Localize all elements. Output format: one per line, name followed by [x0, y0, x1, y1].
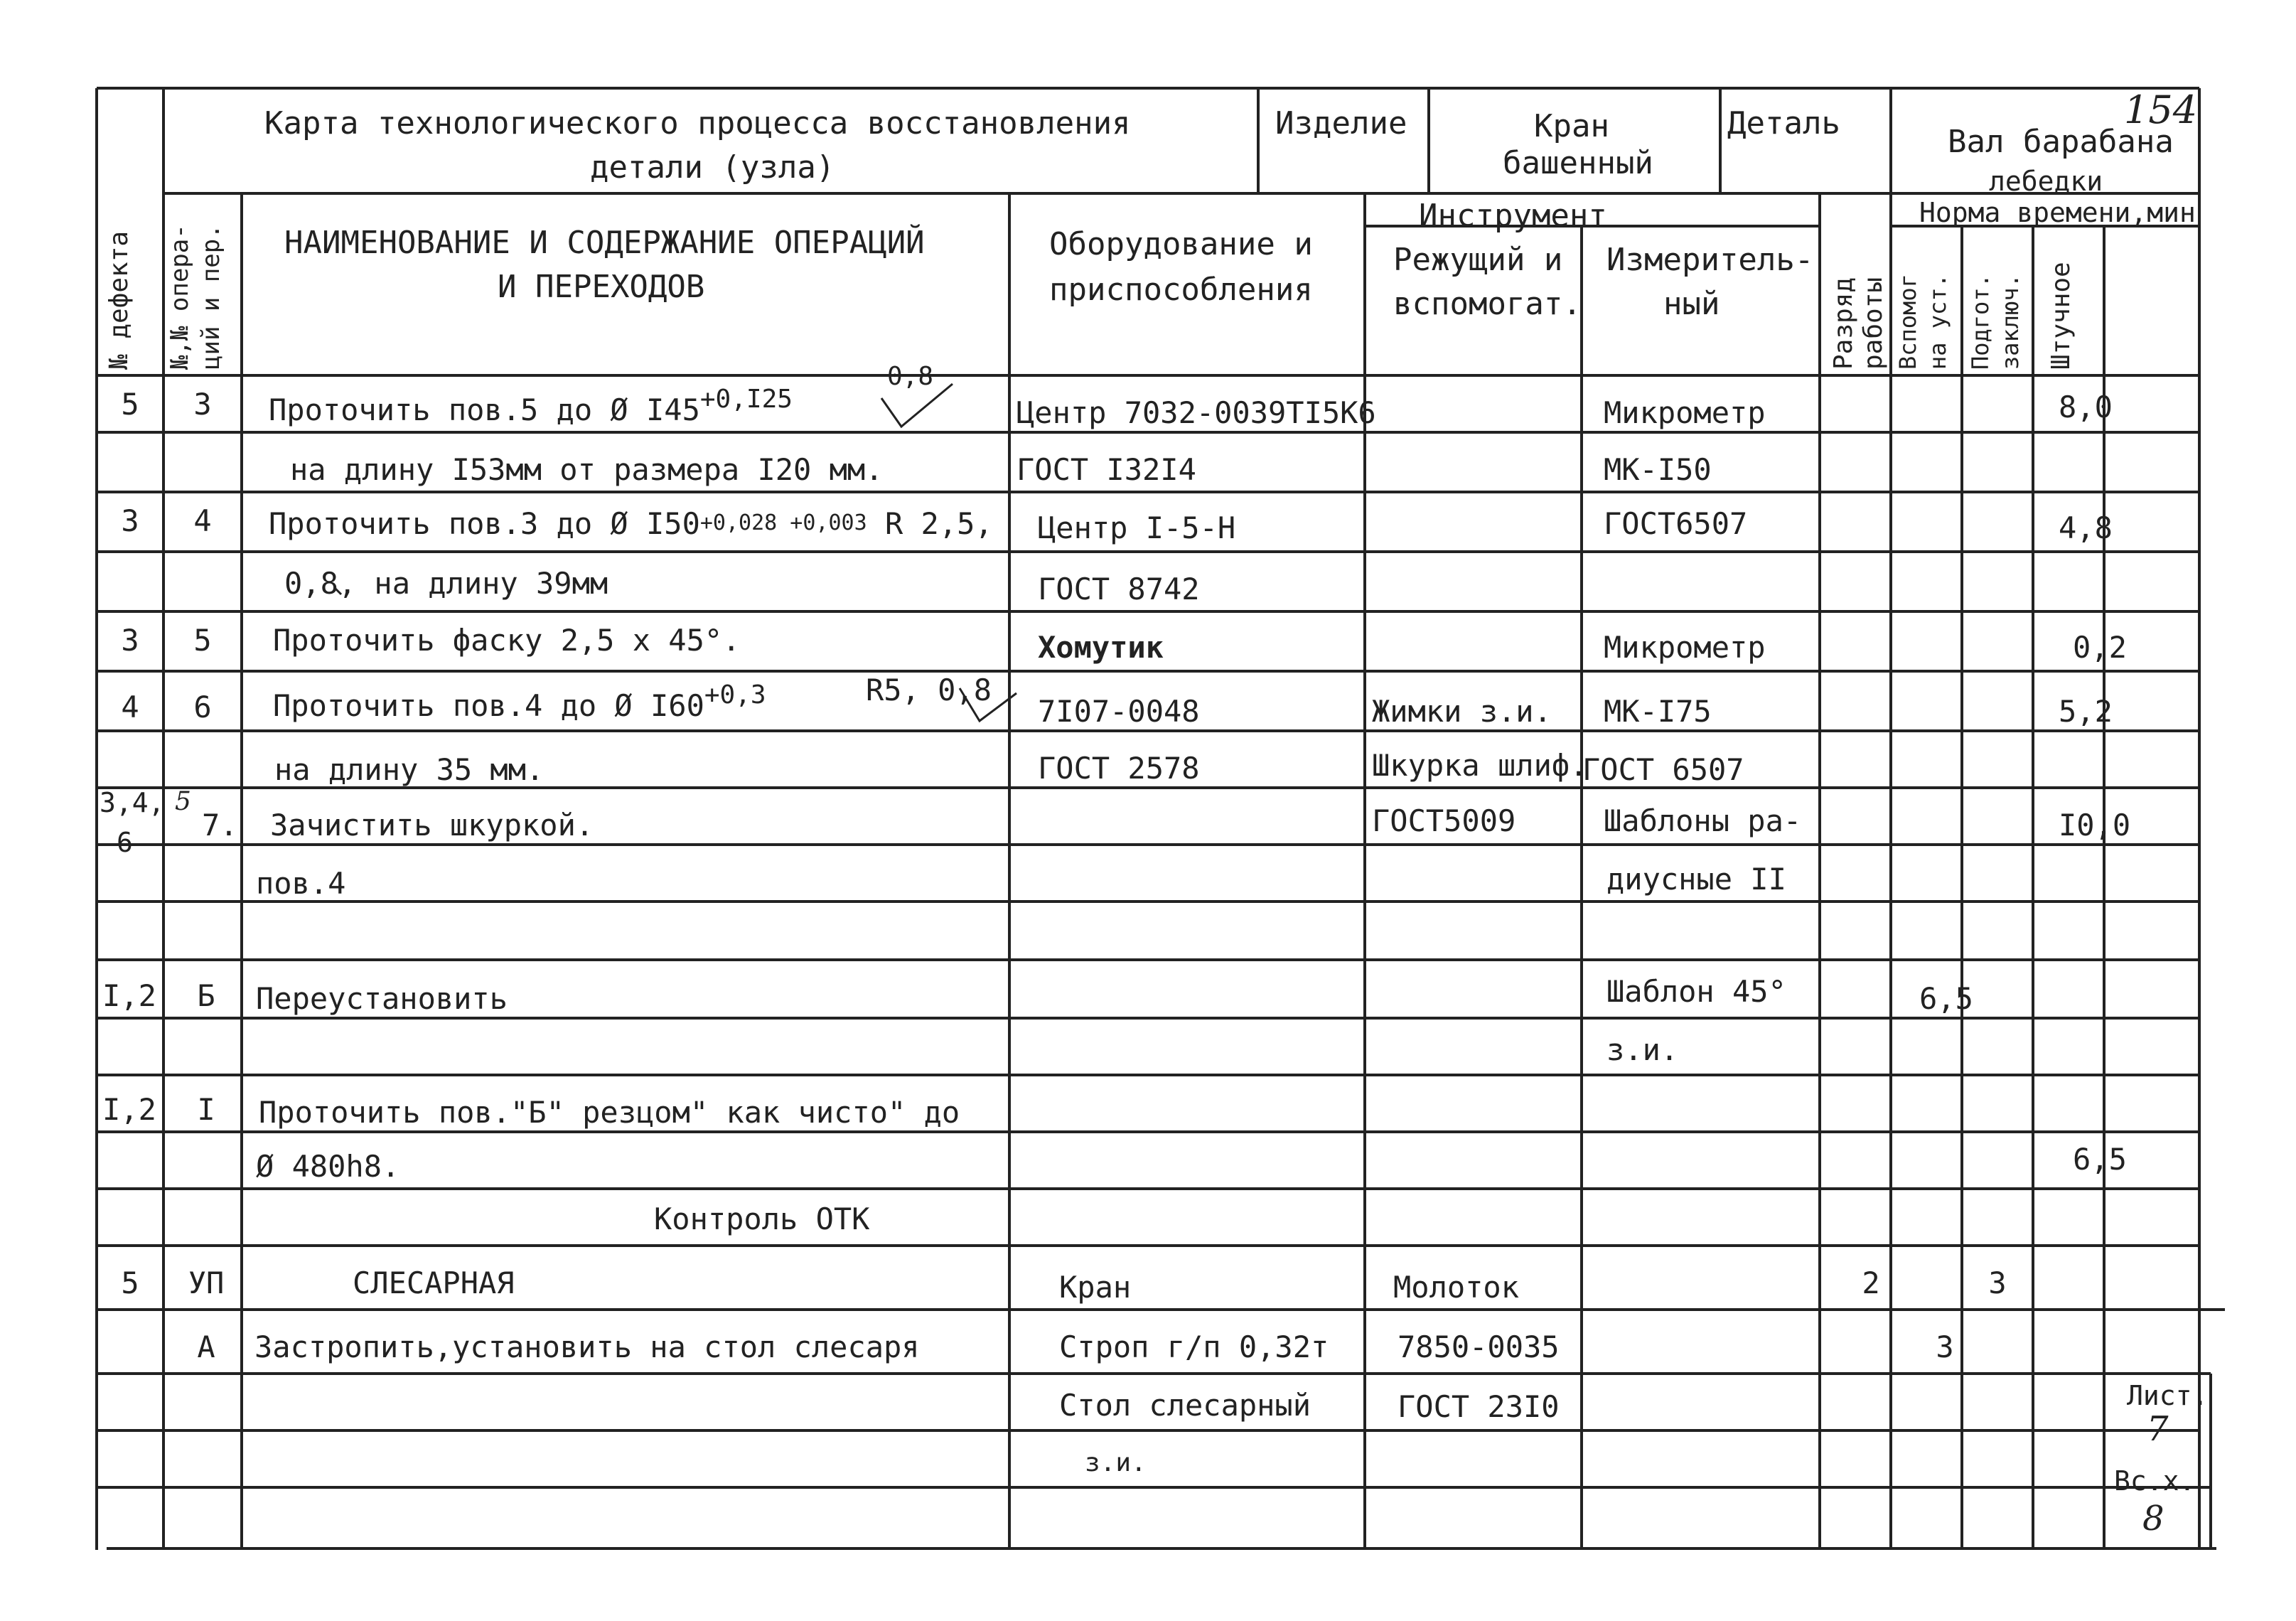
row16-text: СЛЕСАРНАЯ [353, 1266, 515, 1300]
row2-measuring: МК-I50 [1604, 452, 1712, 487]
row1-defect: 5 [121, 387, 139, 422]
operations-header-line1: НАИМЕНОВАНИЕ И СОДЕРЖАНИЕ ОПЕРАЦИЙ [284, 225, 925, 261]
row16-prep-time: 3 [1988, 1266, 2007, 1300]
row16-equipment: Кран [1059, 1270, 1132, 1305]
row14-piece-time: 6,5 [2073, 1142, 2127, 1177]
row3-defect: 3 [121, 503, 139, 538]
row8-operation-corrected: 5 [175, 787, 191, 816]
work-grade-header-line1: Разряд [1829, 277, 1858, 370]
card-title-line1: Карта технологического процесса восстановления [264, 105, 1131, 141]
work-grade-header-line2: работы [1859, 277, 1888, 370]
part-name-line2: лебедки [1989, 166, 2103, 197]
row5-equipment: Хомутик [1038, 630, 1164, 665]
row3-text [269, 506, 993, 541]
row1-roughness: 0,8 [887, 362, 934, 391]
sheet-label: Лист. [2127, 1380, 2209, 1411]
row6-operation: 6 [193, 690, 212, 724]
row4-equipment: ГОСТ 8742 [1038, 572, 1200, 606]
row7-cutting-tool: Шкурка шлиф. [1372, 748, 1588, 783]
row8-operation: 7. [202, 808, 238, 842]
row6-text-main: Проточить пов.4 до Ø I60 [273, 688, 704, 723]
part-label: Деталь [1727, 105, 1840, 141]
row16-defect: 5 [121, 1266, 139, 1300]
row8-defect-line2: 6 [117, 827, 133, 858]
row18-cutting-tool: ГОСТ 23I0 [1398, 1389, 1560, 1424]
row3-tolerance: +0,028 +0,003 [699, 510, 867, 535]
row3-operation: 4 [193, 503, 212, 538]
row8-text: Зачистить шкуркой. [270, 808, 594, 842]
row1-measuring: Микрометр [1604, 395, 1766, 430]
measuring-tool-header-line1: Измеритель- [1606, 242, 1814, 278]
row4-text: 0,8, на длину 39мм [284, 566, 608, 601]
row6-measuring: МК-I75 [1604, 694, 1712, 729]
row1-piece-time: 8,0 [2059, 390, 2113, 424]
row5-defect: 3 [121, 623, 139, 658]
operation-number-header-line2: ций и пер. [197, 224, 225, 370]
row3-piece-time: 4,8 [2059, 510, 2113, 545]
row8-measuring: Шаблоны ра- [1604, 803, 1802, 838]
row6-defect: 4 [121, 690, 139, 724]
row6-radius-roughness: R5, 0,8 [866, 673, 992, 707]
row17-cutting-tool: 7850-0035 [1398, 1330, 1560, 1364]
row7-text: на длину 35 мм. [274, 752, 545, 787]
total-sheets-label: Вс.х. [2114, 1465, 2196, 1497]
row6-cutting-tool: Жимки з.и. [1372, 694, 1552, 729]
row11-defect: I,2 [102, 978, 156, 1013]
row6-equipment: 7I07-0048 [1038, 694, 1200, 729]
row1-text [269, 385, 793, 427]
prep-time-header-line2: заключ. [1997, 274, 2024, 370]
row5-measuring: Микрометр [1604, 630, 1766, 665]
total-sheets-number: 8 [2142, 1499, 2164, 1539]
product-name-line1: Кран [1534, 108, 1609, 144]
product-label: Изделие [1275, 105, 1407, 141]
row13-operation: I [197, 1092, 215, 1127]
row13-text: Проточить пов."Б" резцом" как чисто" до [259, 1095, 960, 1130]
row19-equipment: з.и. [1085, 1448, 1147, 1477]
row11-aux-time: 6,5 [1919, 981, 1973, 1016]
row17-operation: А [197, 1330, 215, 1364]
row3-equipment: Центр I-5-Н [1038, 510, 1236, 545]
row11-measuring: Шаблон 45° [1606, 974, 1786, 1009]
row2-text: на длину I53мм от размера I20 мм. [290, 452, 884, 487]
row1-tolerance: +0,I25 [699, 385, 793, 414]
row11-operation: Б [197, 978, 215, 1013]
row14-text: Ø 480h8. [256, 1149, 400, 1184]
time-norm-header: Норма времени,мин [1919, 197, 2196, 228]
row1-equipment: Центр 7032-0039ТI5К6 [1016, 395, 1376, 430]
cutting-tool-header-line2: вспомогат. [1393, 286, 1582, 322]
row9-measuring: диусные II [1606, 862, 1786, 897]
row8-piece-time: I0,0 [2059, 808, 2131, 842]
row9-text: пов.4 [256, 866, 346, 901]
aux-time-header-line2: на уст. [1924, 274, 1951, 370]
equipment-header-line2: приспособления [1049, 272, 1313, 308]
row11-text: Переустановить [256, 981, 508, 1016]
row18-equipment: Стол слесарный [1059, 1388, 1311, 1423]
cutting-tool-header-line1: Режущий и [1393, 242, 1563, 278]
operations-header-line2: И ПЕРЕХОДОВ [498, 269, 705, 305]
page-stamp: 154 [2124, 87, 2198, 132]
row1-operation: 3 [193, 387, 212, 422]
row16-operation: УП [188, 1266, 225, 1300]
row8-cutting-tool: ГОСТ5009 [1372, 803, 1516, 838]
quality-control-row: Контроль ОТК [654, 1202, 870, 1236]
aux-time-header-line1: Вспомог [1894, 274, 1921, 370]
row2-equipment: ГОСТ I32I4 [1016, 452, 1196, 487]
row17-text: Застропить,установить на стол слесаря [254, 1330, 920, 1364]
card-title-line2: детали (узла) [590, 149, 835, 186]
row3-measuring: ГОСТ6507 [1604, 506, 1748, 541]
row3-radius: R 2,5, [884, 506, 993, 541]
row3-text-main: Проточить пов.3 до Ø I50 [269, 506, 700, 541]
tool-group-header: Инструмент [1419, 198, 1607, 234]
prep-time-header-line1: Подгот. [1967, 274, 1994, 370]
operation-number-header-line1: №,№ опера- [166, 224, 194, 370]
defect-number-header: № дефекта [104, 230, 134, 370]
equipment-header-line1: Оборудование и [1049, 226, 1313, 262]
measuring-tool-header-line2: ный [1663, 286, 1720, 322]
row13-defect: I,2 [102, 1092, 156, 1127]
row6-piece-time: 5,2 [2059, 694, 2113, 729]
row5-text: Проточить фаску 2,5 х 45°. [273, 623, 741, 658]
piece-time-header: Штучное [2046, 262, 2076, 370]
row17-equipment: Строп г/п 0,32т [1059, 1330, 1329, 1364]
part-name-line1: Вал барабана [1948, 124, 2174, 160]
row5-operation: 5 [193, 623, 212, 658]
row12-measuring: з.и. [1606, 1032, 1679, 1067]
row16-cutting-tool: Молоток [1393, 1270, 1520, 1305]
row6-tolerance: +0,3 [704, 680, 766, 710]
product-name-line2: башенный [1503, 145, 1653, 181]
row16-grade: 2 [1862, 1266, 1880, 1300]
row7-equipment: ГОСТ 2578 [1038, 751, 1200, 786]
row1-text-main: Проточить пов.5 до Ø I45 [269, 392, 700, 427]
row17-aux-time: 3 [1936, 1330, 1954, 1364]
row6-text [273, 680, 766, 723]
row5-piece-time: 0,2 [2073, 630, 2127, 665]
row8-defect-line1: 3,4, [100, 787, 165, 818]
sheet-number: 7 [2147, 1409, 2169, 1449]
row7-measuring: ГОСТ 6507 [1582, 752, 1744, 787]
